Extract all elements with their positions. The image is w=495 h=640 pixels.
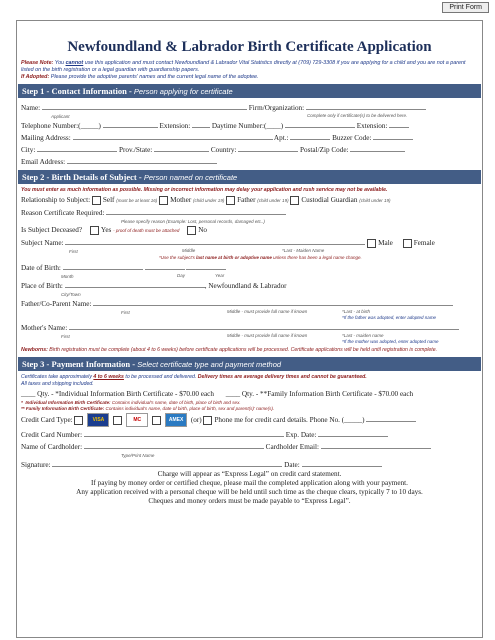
- application-form: Newfoundland & Labrador Birth Certificate Application Please Note: You cannot use this application and must contact Newfoundland & Labrador Vital Statistics directly at (709) 729-3308 if you are applying for a child and you are not a parent listed on the birth registration or a legal guardian with guardianship papers. If Adopted: Please provide the adoptive parents' names and the current legal name of the adoptee. Step 1 - Contact Information - Person applying for certificate Name: Firm/Organization: Applicant Complete only if certificate(s) to be delivered here. Telephone Number:(_____) Extension: Daytime Number:(____) Extension: Mailing Address: Apt.: Buzzer Code: City: Prov./State: Country: Postal/Zip Code: Email Address: Step 2 - Birth Details of Subject - Person named on certificate You must enter as much information as possible. Missing or incorrect information may delay your application and rush service may not be available. Relationship to Subject: Self (must be at least 16) Mother (child under 19) Father (child under 19) Custodial Guardian (child under 19) Reason Certificate Required: Please specify reason (Example: Lost, personal records, damaged etc..) Is Subject Deceased? Yes - proof of death must be attached No Subject Name: Male Female First Middle *Last - Maiden Name *Use the subject's last name at birth or adoptive name unless there has been a legal name change. Date of Birth: Month Day Year Place of Birth: , Newfoundland & Labrador City/Town Father/Co-Parent Name: First Middle - must provide full name if known *Last - at birth *If the father was adopted, enter adopted name Mother's Name: First Middle - must provide full name if known *Last - maiden name *If the mother was adopted, enter adopted name Newborns: Birth registration must be complete (about 4 to 6 weeks) before certificate applications will be processed. Certificate applications will be held until registration is complete. Step 3 - Payment Information - Select certificate type and payment method Certificates take approximately 4 to 6 weeks to be processed and delivered. Delivery times are average delivery times and cannot be guaranteed. All taxes and shipping included. ____ Qty. - *Individual Information Birth Certificate - $70.00 each ____ Qty. - **Family Information Birth Certificate - $70.00 each * Individual Information Birth Certificate: Contains individual's name, date of birth, place of birth and sex. ** Family Information Birth Certificate: Contains individual's name, date of birth, place of birth, sex and parent(s)' name(s). Credit Card Type: VISA MC AMEX (or) Phone me for credit card details. Phone No. (_____) Credit Card Number: Exp. Date: Name of Cardholder: Cardholder Email: Type/Print Name Signature: Date: Charge will appear as “Express Legal” on credit card statement. If paying by money order or certified cheque, please mail the completed application along with your payment. Any application received with a personal cheque will be held until such time as the cheque clears, typically 7 to 10 days. Cheques and money orders must be made payable to “Express Legal”.: [16, 20, 483, 638]
- step2-warning: You must enter as much information as possible. Missing or incorrect information may delay your application and rush service may not be available.: [21, 187, 388, 193]
- dob-year-field[interactable]: [186, 261, 226, 270]
- apt-field[interactable]: [290, 131, 330, 140]
- amex-icon: AMEX: [165, 413, 187, 427]
- phone-me-checkbox[interactable]: [203, 416, 212, 425]
- city-field[interactable]: [37, 143, 117, 152]
- extension-field[interactable]: [192, 119, 210, 128]
- family-qty[interactable]: ____ Qty. - **Family Information Birth Certificate - $70.00 each: [225, 390, 414, 398]
- card-number-field[interactable]: [84, 428, 284, 437]
- place-of-birth-field[interactable]: [65, 279, 205, 288]
- signature-field[interactable]: [52, 458, 282, 467]
- step1-header: Step 1 - Contact Information - Person applying for certificate: [18, 84, 481, 98]
- print-form-button[interactable]: Print Form: [442, 2, 489, 13]
- deceased-yes-checkbox[interactable]: [90, 226, 99, 235]
- newborns-note: Newborns: Birth registration must be complete (about 4 to 6 weeks) before certificate applications will be processed. Certificate applications will be held until registration is complete.: [21, 347, 438, 353]
- subject-name-field[interactable]: [65, 236, 365, 245]
- extension2-field[interactable]: [389, 119, 409, 128]
- payment-footer: Charge will appear as “Express Legal” on credit card statement. If paying by money order or certified cheque, please mail the completed application along with your payment. Any application received with a personal cheque will be held until such time as the cheque clears, typically 7 to 10 days. Cheques and money orders must be made payable to “Express Legal”.: [76, 470, 423, 505]
- step2-header: Step 2 - Birth Details of Subject - Person named on certificate: [18, 170, 481, 184]
- step3-header: Step 3 - Payment Information - Select certificate type and payment method: [18, 357, 481, 371]
- custodial-checkbox[interactable]: [290, 196, 299, 205]
- cardholder-email-field[interactable]: [321, 440, 431, 449]
- step3-note: Certificates take approximately 4 to 6 weeks to be processed and delivered. Delivery times are average delivery times and cannot be guaranteed. All taxes and shipping included.: [21, 374, 367, 387]
- applicant-name-field[interactable]: [42, 101, 247, 110]
- prov-field[interactable]: [154, 143, 209, 152]
- individual-qty[interactable]: ____ Qty. - *Individual Information Birth Certificate - $70.00 each: [21, 390, 214, 398]
- page-title: Newfoundland & Labrador Birth Certificate Application: [67, 39, 432, 55]
- female-checkbox[interactable]: [403, 239, 412, 248]
- country-field[interactable]: [238, 143, 298, 152]
- phone-me-field[interactable]: [366, 413, 416, 422]
- telephone-field[interactable]: [103, 119, 158, 128]
- mother-name-field[interactable]: [69, 321, 459, 330]
- father-name-field[interactable]: [93, 297, 453, 306]
- visa-checkbox[interactable]: [74, 416, 83, 425]
- buzzer-field[interactable]: [373, 131, 413, 140]
- cardholder-name-field[interactable]: [84, 440, 264, 449]
- father-checkbox[interactable]: [226, 196, 235, 205]
- email-field[interactable]: [67, 155, 217, 164]
- mastercard-checkbox[interactable]: [113, 416, 122, 425]
- daytime-field[interactable]: [285, 119, 355, 128]
- visa-icon: VISA: [87, 413, 109, 427]
- deceased-no-checkbox[interactable]: [187, 226, 196, 235]
- postal-field[interactable]: [350, 143, 405, 152]
- mastercard-icon: MC: [126, 413, 148, 427]
- self-checkbox[interactable]: [92, 196, 101, 205]
- mother-checkbox[interactable]: [159, 196, 168, 205]
- date-field[interactable]: [302, 458, 382, 467]
- exp-date-field[interactable]: [318, 428, 388, 437]
- firm-field[interactable]: [306, 101, 426, 110]
- please-note: Please Note: You cannot use this application and must contact Newfoundland & Labrador Vital Statistics directly at (709) 729-3308 if you are applying for a child and you are not a parent listed on the birth registration or a legal guardian with guardianship papers. If Adopted: Please provide the adoptive parents' names and the current legal name of the adoptee.: [21, 60, 466, 80]
- mailing-address-field[interactable]: [73, 131, 273, 140]
- dob-month-field[interactable]: [63, 261, 143, 270]
- amex-checkbox[interactable]: [152, 416, 161, 425]
- male-checkbox[interactable]: [367, 239, 376, 248]
- reason-field[interactable]: [106, 206, 286, 215]
- dob-day-field[interactable]: [145, 261, 185, 270]
